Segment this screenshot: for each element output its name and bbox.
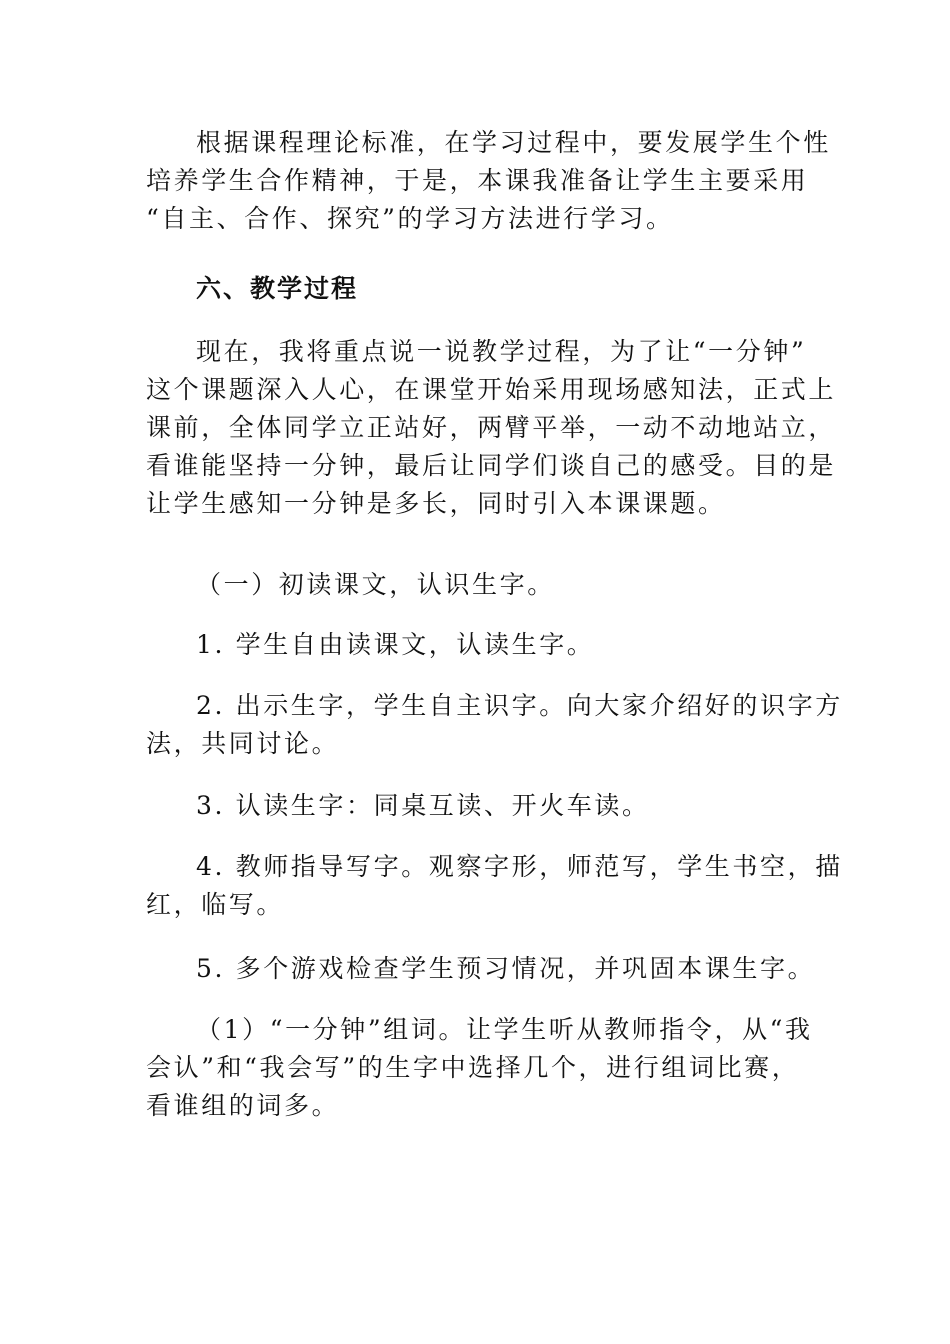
text-line: 4. 教师指导写字。观察字形，师范写，学生书空，描	[196, 852, 843, 881]
text-line: 培养学生合作精神，于是，本课我准备让学生主要采用	[146, 166, 809, 195]
text-line: 根据课程理论标准，在学习过程中，要发展学生个性	[196, 128, 831, 157]
paragraph-learning-method	[146, 124, 831, 238]
text-line: 2. 出示生字，学生自主识字。向大家介绍好的识字方	[196, 691, 843, 720]
list-item	[196, 950, 816, 988]
list-item	[196, 626, 806, 664]
text-line: 红，临写。	[146, 890, 285, 919]
text-line: （一）初读课文，认识生字。	[196, 570, 555, 599]
text-line: 会认”和“我会写”的生字中选择几个，进行组词比赛，	[146, 1053, 800, 1082]
text-line: （1）“一分钟”组词。让学生听从教师指令，从“我	[196, 1015, 813, 1044]
text-line: 看谁组的词多。	[146, 1091, 340, 1120]
list-item	[146, 848, 843, 924]
text-line: 1. 学生自由读课文，认读生字。	[196, 630, 595, 659]
subsection-heading	[196, 566, 806, 604]
sub-list-item	[146, 1011, 813, 1125]
text-line: 这个课题深入人心，在课堂开始采用现场感知法，正式上	[146, 375, 837, 404]
text-line: 3. 认读生字：同桌互读、开火车读。	[196, 791, 650, 820]
section-heading: 六、教学过程	[196, 274, 359, 303]
list-item	[196, 787, 806, 825]
text-line: 看谁能坚持一分钟，最后让同学们谈自己的感受。目的是	[146, 451, 837, 480]
list-item	[146, 687, 843, 763]
text-line: 课前，全体同学立正站好，两臂平举，一动不动地站立，	[146, 413, 837, 442]
text-line: 让学生感知一分钟是多长，同时引入本课课题。	[146, 489, 726, 518]
text-line: 现在，我将重点说一说教学过程，为了让“一分钟”	[196, 337, 807, 366]
text-line: “自主、合作、探究”的学习方法进行学习。	[146, 204, 674, 233]
text-line: 5. 多个游戏检查学生预习情况，并巩固本课生字。	[196, 954, 816, 983]
text-line: 法，共同讨论。	[146, 729, 340, 758]
paragraph-teaching-process	[146, 333, 837, 523]
